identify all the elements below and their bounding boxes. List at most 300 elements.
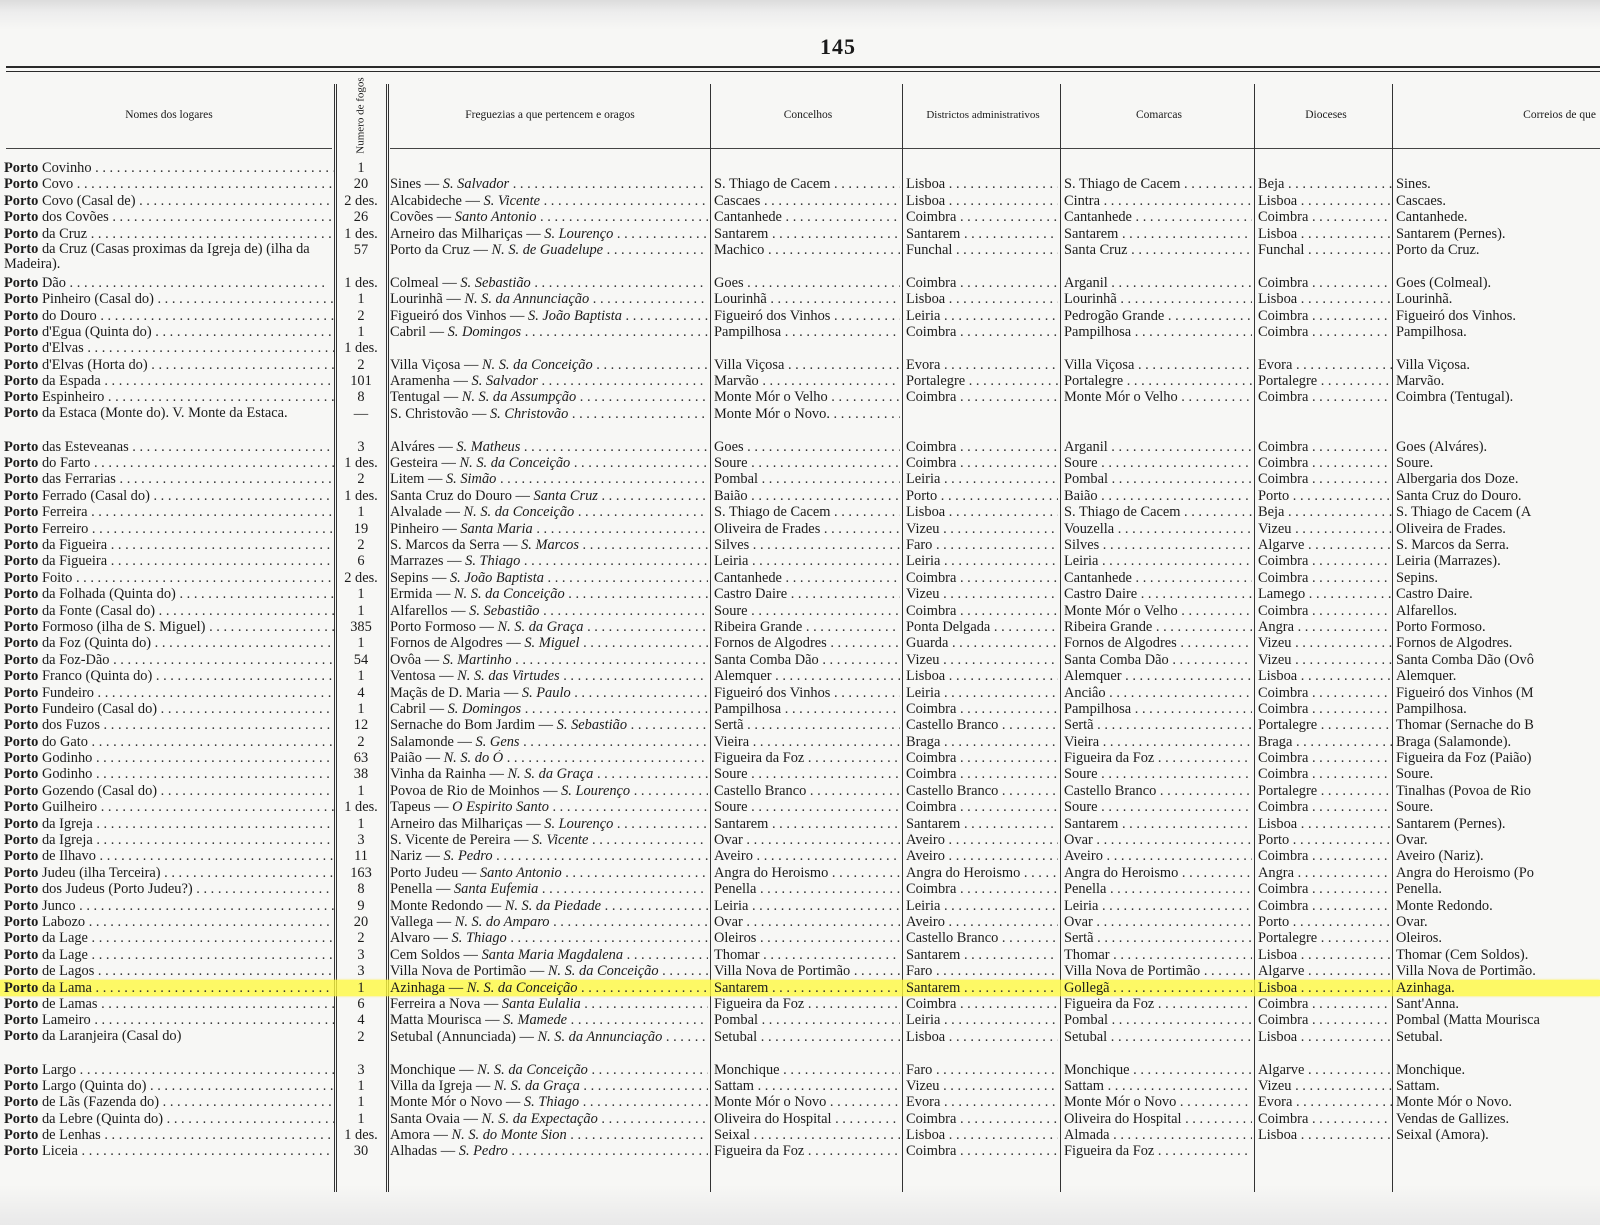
place-name: Porto da Figueira . . . bbox=[4, 537, 334, 553]
fogos-count: 1 bbox=[357, 700, 365, 717]
districto: Leiria . . . bbox=[906, 308, 1058, 324]
comarca: Sattam . . . bbox=[1064, 1078, 1252, 1094]
table-row bbox=[0, 324, 1600, 340]
diocese: Porto . . . bbox=[1258, 832, 1392, 848]
fogos-count: 4 bbox=[357, 684, 365, 701]
diocese: Lamego . . . bbox=[1258, 586, 1392, 602]
place-name: Porto de Lenhas . . . bbox=[4, 1127, 334, 1143]
comarca: Pedrogão Grande . . . bbox=[1064, 308, 1252, 324]
table-row bbox=[0, 160, 1600, 176]
concelho: Seixal . . . bbox=[714, 1127, 900, 1143]
freguezia: Vinha da Rainha — N. S. da Graça . . . bbox=[390, 766, 708, 782]
diocese: Evora . . . bbox=[1258, 1094, 1392, 1110]
districto: Coimbra . . . bbox=[906, 275, 1058, 291]
freguezia: Lourinhã — N. S. da Annunciação . . . bbox=[390, 291, 708, 307]
fogos-count: 1 bbox=[357, 602, 365, 619]
fogos-count: 8 bbox=[357, 881, 365, 898]
freguezia: Santa Ovaia — N. S. da Expectação . . . bbox=[390, 1111, 708, 1127]
fogos-count: 6 bbox=[357, 995, 365, 1012]
place-name: Porto das Ferrarias . . . bbox=[4, 471, 334, 487]
table-row bbox=[0, 439, 1600, 455]
comarca: Santa Cruz . . . bbox=[1064, 242, 1252, 258]
fogos-count: 8 bbox=[357, 389, 365, 406]
place-name: Porto da Foz (Quinta do) . . . bbox=[4, 635, 334, 651]
districto: Coimbra . . . bbox=[906, 209, 1058, 225]
diocese: Portalegre . . . bbox=[1258, 930, 1392, 946]
comarca: Vieira . . . bbox=[1064, 734, 1252, 750]
freguezia: Villa Viçosa — N. S. da Conceição . . . bbox=[390, 357, 708, 373]
place-name: Porto Pinheiro (Casal do) . . . bbox=[4, 291, 334, 307]
correio: Oleiros. bbox=[1396, 930, 1442, 947]
place-name: Porto Franco (Quinta do) . . . bbox=[4, 668, 334, 684]
districto: Leiria . . . bbox=[906, 471, 1058, 487]
header-underline bbox=[390, 148, 1600, 149]
table-row bbox=[0, 848, 1600, 864]
diocese: Lisboa . . . bbox=[1258, 193, 1392, 209]
concelho: Figueira da Foz . . . bbox=[714, 1143, 900, 1159]
table-row bbox=[0, 1094, 1600, 1110]
table-row-highlighted bbox=[0, 980, 1600, 996]
place-name: Porto da Lebre (Quinta do) . . . bbox=[4, 1111, 334, 1127]
districto: Funchal . . . bbox=[906, 242, 1058, 258]
place-name: Porto das Esteveanas . . . bbox=[4, 439, 334, 455]
diocese: Coimbra . . . bbox=[1258, 471, 1392, 487]
fogos-count: 385 bbox=[350, 618, 372, 635]
top-rule-thin bbox=[6, 71, 1600, 72]
fogos-count: 11 bbox=[354, 848, 368, 865]
comarca: Pombal . . . bbox=[1064, 471, 1252, 487]
districto: Evora . . . bbox=[906, 357, 1058, 373]
fogos-count: 3 bbox=[357, 963, 365, 980]
table-row bbox=[0, 734, 1600, 750]
fogos-count: 3 bbox=[357, 946, 365, 963]
districto: Leiria . . . bbox=[906, 1012, 1058, 1028]
districto: Coimbra . . . bbox=[906, 389, 1058, 405]
correio: Thomar (Sernache do B bbox=[1396, 717, 1534, 734]
correio: Santa Comba Dão (Ovô bbox=[1396, 651, 1534, 668]
concelho: Alemquer . . . bbox=[714, 668, 900, 684]
comarca: Soure . . . bbox=[1064, 766, 1252, 782]
districto: Leiria . . . bbox=[906, 685, 1058, 701]
correio: Sattam. bbox=[1396, 1077, 1440, 1094]
concelho: Angra do Heroismo . . . bbox=[714, 865, 900, 881]
diocese: Coimbra . . . bbox=[1258, 898, 1392, 914]
freguezia: Salamonde — S. Gens . . . bbox=[390, 734, 708, 750]
table-row bbox=[0, 652, 1600, 668]
place-name: Porto dos Covões . . . bbox=[4, 209, 334, 225]
place-name: Porto Lameiro . . . bbox=[4, 1012, 334, 1028]
diocese: Vizeu . . . bbox=[1258, 652, 1392, 668]
comarca: S. Thiago de Cacem . . . bbox=[1064, 176, 1252, 192]
comarca: Cintra . . . bbox=[1064, 193, 1252, 209]
correio: Monte Mór o Novo. bbox=[1396, 1094, 1512, 1111]
correio: Albergaria dos Doze. bbox=[1396, 471, 1519, 488]
concelho: Vieira . . . bbox=[714, 734, 900, 750]
freguezia: Sines — S. Salvador . . . bbox=[390, 176, 708, 192]
concelho: Pampilhosa . . . bbox=[714, 701, 900, 717]
districto: Portalegre . . . bbox=[906, 373, 1058, 389]
concelho: S. Thiago de Cacem . . . bbox=[714, 504, 900, 520]
table-row bbox=[0, 291, 1600, 307]
fogos-count: 1 bbox=[357, 504, 365, 521]
concelho: Leiria . . . bbox=[714, 553, 900, 569]
concelho: Villa Viçosa . . . bbox=[714, 357, 900, 373]
comarca: Almada . . . bbox=[1064, 1127, 1252, 1143]
diocese: Lisboa . . . bbox=[1258, 947, 1392, 963]
freguezia: Monte Mór o Novo — S. Thiago . . . bbox=[390, 1094, 708, 1110]
diocese: Algarve . . . bbox=[1258, 537, 1392, 553]
table-row bbox=[0, 209, 1600, 225]
place-name: Porto Foito . . . bbox=[4, 570, 334, 586]
table-row bbox=[0, 406, 1600, 439]
header-concelhos: Concelhos bbox=[783, 108, 833, 121]
comarca: Castello Branco . . . bbox=[1064, 783, 1252, 799]
districto: Lisboa . . . bbox=[906, 1127, 1058, 1143]
freguezia: Cabril — S. Domingos . . . bbox=[390, 701, 708, 717]
concelho: Soure . . . bbox=[714, 799, 900, 815]
comarca: Setubal . . . bbox=[1064, 1029, 1252, 1045]
table-row bbox=[0, 275, 1600, 291]
fogos-count: 1 des. bbox=[344, 225, 378, 242]
correio: Angra do Heroismo (Po bbox=[1396, 864, 1534, 881]
diocese: Portalegre . . . bbox=[1258, 373, 1392, 389]
place-name: Porto Ferreira . . . bbox=[4, 504, 334, 520]
districto: Coimbra . . . bbox=[906, 766, 1058, 782]
place-name: Porto Liceia . . . bbox=[4, 1143, 334, 1159]
freguezia: Figueiró dos Vinhos — S. João Baptista . . . bbox=[390, 308, 708, 324]
place-name: Porto da Cruz . . . bbox=[4, 226, 334, 242]
table-row bbox=[0, 635, 1600, 651]
table-row bbox=[0, 832, 1600, 848]
districto: Lisboa . . . bbox=[906, 176, 1058, 192]
concelho: Figueira da Foz . . . bbox=[714, 750, 900, 766]
freguezia: Alvaro — S. Thiago . . . bbox=[390, 930, 708, 946]
comarca: Cantanhede . . . bbox=[1064, 209, 1252, 225]
freguezia: Tapeus — O Espirito Santo . . . bbox=[390, 799, 708, 815]
diocese: Lisboa . . . bbox=[1258, 816, 1392, 832]
fogos-count: 26 bbox=[353, 209, 369, 226]
freguezia: Setubal (Annunciada) — N. S. da Annunciação . . . bbox=[390, 1029, 708, 1045]
fogos-count: 1 bbox=[357, 1094, 365, 1111]
header-freguezias: Freguezias a que pertencem e oragos bbox=[465, 108, 635, 121]
correio: Figueiró dos Vinhos. bbox=[1396, 307, 1517, 324]
place-name: Porto Covinho . . . bbox=[4, 160, 334, 176]
place-name: Porto Dão . . . bbox=[4, 275, 334, 291]
comarca: Thomar . . . bbox=[1064, 947, 1252, 963]
fogos-count: 3 bbox=[357, 1061, 365, 1078]
correio: Aveiro (Nariz). bbox=[1396, 848, 1484, 865]
place-name: Porto do Douro . . . bbox=[4, 308, 334, 324]
diocese: Coimbra . . . bbox=[1258, 799, 1392, 815]
concelho: Figueira da Foz . . . bbox=[714, 996, 900, 1012]
concelho: Ovar . . . bbox=[714, 914, 900, 930]
districto: Lisboa . . . bbox=[906, 668, 1058, 684]
correio: Villa Nova de Portimão. bbox=[1396, 963, 1536, 980]
fogos-count: 2 bbox=[357, 537, 365, 554]
fogos-count: 2 des. bbox=[344, 569, 378, 586]
fogos-count: 38 bbox=[353, 766, 369, 783]
freguezia: Marrazes — S. Thiago . . . bbox=[390, 553, 708, 569]
place-name: Porto Godinho . . . bbox=[4, 750, 334, 766]
concelho: Ribeira Grande . . . bbox=[714, 619, 900, 635]
concelho: Oliveira do Hospital . . . bbox=[714, 1111, 900, 1127]
freguezia: Villa da Igreja — N. S. da Graça . . . bbox=[390, 1078, 708, 1094]
diocese: Funchal . . . bbox=[1258, 242, 1392, 258]
place-name: Porto Labozo . . . bbox=[4, 914, 334, 930]
freguezia: Arneiro das Milhariças — S. Lourenço . . . bbox=[390, 816, 708, 832]
concelho: Santarem . . . bbox=[714, 226, 900, 242]
fogos-count: 101 bbox=[350, 373, 372, 390]
correio: Vendas de Gallizes. bbox=[1396, 1110, 1510, 1127]
diocese: Porto . . . bbox=[1258, 914, 1392, 930]
freguezia: Litem — S. Simão . . . bbox=[390, 471, 708, 487]
table-row bbox=[0, 996, 1600, 1012]
districto: Coimbra . . . bbox=[906, 750, 1058, 766]
correio: Pombal (Matta Mourisca bbox=[1396, 1012, 1540, 1029]
comarca: Pampilhosa . . . bbox=[1064, 701, 1252, 717]
concelho: Figueiró dos Vinhos . . . bbox=[714, 308, 900, 324]
correio: Pampilhosa. bbox=[1396, 700, 1467, 717]
diocese: Braga . . . bbox=[1258, 734, 1392, 750]
comarca: Alemquer . . . bbox=[1064, 668, 1252, 684]
correio: Lourinhã. bbox=[1396, 291, 1453, 308]
diocese: Lisboa . . . bbox=[1258, 1127, 1392, 1143]
table-row bbox=[0, 619, 1600, 635]
correio: Cantanhede. bbox=[1396, 209, 1468, 226]
place-name: Porto Formoso (ilha de S. Miguel) . . . bbox=[4, 619, 334, 635]
diocese: Lisboa . . . bbox=[1258, 980, 1392, 996]
diocese: Algarve . . . bbox=[1258, 963, 1392, 979]
concelho: Monte Mór o Novo. . . . bbox=[714, 406, 900, 422]
diocese: Coimbra . . . bbox=[1258, 275, 1392, 291]
correio: Porto Formoso. bbox=[1396, 618, 1486, 635]
fogos-count: 2 des. bbox=[344, 192, 378, 209]
table-row bbox=[0, 1029, 1600, 1062]
districto: Faro . . . bbox=[906, 537, 1058, 553]
page-number: 145 bbox=[820, 34, 856, 59]
districto: Coimbra . . . bbox=[906, 996, 1058, 1012]
comarca: Leiria . . . bbox=[1064, 898, 1252, 914]
districto: Faro . . . bbox=[906, 1062, 1058, 1078]
place-name: Porto da Figueira . . . bbox=[4, 553, 334, 569]
districto: Santarem . . . bbox=[906, 947, 1058, 963]
place-name: Porto Ferrado (Casal do) . . . bbox=[4, 488, 334, 504]
districto: Lisboa . . . bbox=[906, 193, 1058, 209]
fogos-count: 3 bbox=[357, 438, 365, 455]
freguezia: Arneiro das Milhariças — S. Lourenço . . . bbox=[390, 226, 708, 242]
place-name: Porto Largo . . . bbox=[4, 1062, 334, 1078]
correio: Sant'Anna. bbox=[1396, 995, 1459, 1012]
header-dioceses: Dioceses bbox=[1305, 108, 1347, 121]
table-row bbox=[0, 963, 1600, 979]
header-districtos: Districtos administrativos bbox=[926, 108, 1040, 121]
districto: Braga . . . bbox=[906, 734, 1058, 750]
concelho: Cantanhede . . . bbox=[714, 209, 900, 225]
diocese: Coimbra . . . bbox=[1258, 209, 1392, 225]
concelho: Goes . . . bbox=[714, 275, 900, 291]
comarca: Lourinhã . . . bbox=[1064, 291, 1252, 307]
correio: Azinhaga. bbox=[1396, 979, 1455, 996]
correio: Villa Viçosa. bbox=[1396, 356, 1470, 373]
place-name: Porto dos Fuzos . . . bbox=[4, 717, 334, 733]
table-row bbox=[0, 947, 1600, 963]
fogos-count: 12 bbox=[353, 717, 369, 734]
comarca: Figueira da Foz . . . bbox=[1064, 750, 1252, 766]
place-name: Porto Gozendo (Casal do) . . . bbox=[4, 783, 334, 799]
concelho: Fornos de Algodres . . . bbox=[714, 635, 900, 651]
freguezia: Villa Nova de Portimão — N. S. da Conceição . . . bbox=[390, 963, 708, 979]
gazetteer-table bbox=[0, 160, 1600, 1160]
table-row bbox=[0, 750, 1600, 766]
diocese: Beja . . . bbox=[1258, 504, 1392, 520]
freguezia: Amora — N. S. do Monte Sion . . . bbox=[390, 1127, 708, 1143]
diocese: Algarve . . . bbox=[1258, 1062, 1392, 1078]
diocese: Coimbra . . . bbox=[1258, 848, 1392, 864]
place-name: Porto da Espada . . . bbox=[4, 373, 334, 389]
concelho: Ovar . . . bbox=[714, 832, 900, 848]
fogos-count: 20 bbox=[353, 914, 369, 930]
freguezia: Alfarellos — S. Sebastião . . . bbox=[390, 603, 708, 619]
header-correios: Correios de que bbox=[1523, 108, 1596, 121]
freguezia: Maçãs de D. Maria — S. Paulo . . . bbox=[390, 685, 708, 701]
concelho: Figueiró dos Vinhos . . . bbox=[714, 685, 900, 701]
districto: Coimbra . . . bbox=[906, 439, 1058, 455]
fogos-count: 1 bbox=[357, 323, 365, 340]
districto: Lisboa . . . bbox=[906, 1029, 1058, 1045]
header-nomes: Nomes dos logares bbox=[125, 108, 213, 121]
concelho: Monte Mór o Novo . . . bbox=[714, 1094, 900, 1110]
correio: Seixal (Amora). bbox=[1396, 1127, 1489, 1144]
place-name: Porto d'Elvas (Horta do) . . . bbox=[4, 357, 334, 373]
comarca: Leiria . . . bbox=[1064, 553, 1252, 569]
diocese: Coimbra . . . bbox=[1258, 389, 1392, 405]
comarca: Santarem . . . bbox=[1064, 226, 1252, 242]
correio: Leiria (Marrazes). bbox=[1396, 553, 1501, 570]
comarca: Monchique . . . bbox=[1064, 1062, 1252, 1078]
concelho: Goes . . . bbox=[714, 439, 900, 455]
comarca: Aveiro . . . bbox=[1064, 848, 1252, 864]
comarca: S. Thiago de Cacem . . . bbox=[1064, 504, 1252, 520]
correio: Monchique. bbox=[1396, 1061, 1466, 1078]
header-underline bbox=[6, 148, 332, 149]
correio: Pampilhosa. bbox=[1396, 323, 1467, 340]
table-row bbox=[0, 1078, 1600, 1094]
correio: Figueira da Foz (Paião) bbox=[1396, 750, 1532, 767]
districto: Guarda . . . bbox=[906, 635, 1058, 651]
table-row bbox=[0, 881, 1600, 897]
place-name: Porto da Lama . . . bbox=[4, 980, 334, 996]
comarca: Sertã . . . bbox=[1064, 717, 1252, 733]
table-row bbox=[0, 471, 1600, 487]
fogos-count: 1 des. bbox=[344, 455, 378, 472]
place-name: Porto da Estaca (Monte do). V. Monte da Estaca. bbox=[4, 405, 288, 421]
diocese: Coimbra . . . bbox=[1258, 701, 1392, 717]
diocese: Evora . . . bbox=[1258, 357, 1392, 373]
fogos-count: 1 bbox=[357, 586, 365, 603]
fogos-count: 63 bbox=[353, 750, 369, 767]
correio: Sines. bbox=[1396, 176, 1431, 193]
correio: Coimbra (Tentugal). bbox=[1396, 389, 1514, 406]
table-row bbox=[0, 226, 1600, 242]
comarca: Figueira da Foz . . . bbox=[1064, 1143, 1252, 1159]
fogos-count: 2 bbox=[357, 356, 365, 373]
freguezia: Vallega — N. S. do Amparo . . . bbox=[390, 914, 708, 930]
concelho: Soure . . . bbox=[714, 455, 900, 471]
freguezia: Gesteira — N. S. da Conceição . . . bbox=[390, 455, 708, 471]
districto: Aveiro . . . bbox=[906, 832, 1058, 848]
place-name: Porto Covo (Casal de) . . . bbox=[4, 193, 334, 209]
concelho: Castro Daire . . . bbox=[714, 586, 900, 602]
freguezia: Penella — Santa Eufemia . . . bbox=[390, 881, 708, 897]
freguezia: S. Vicente de Pereira — S. Vicente . . . bbox=[390, 832, 708, 848]
comarca: Baião . . . bbox=[1064, 488, 1252, 504]
header-comarcas: Comarcas bbox=[1136, 108, 1182, 121]
diocese: Lisboa . . . bbox=[1258, 668, 1392, 684]
table-row bbox=[0, 914, 1600, 930]
comarca: Angra do Heroismo . . . bbox=[1064, 865, 1252, 881]
place-name: Porto da Igreja . . . bbox=[4, 832, 334, 848]
concelho: Soure . . . bbox=[714, 766, 900, 782]
diocese: Angra . . . bbox=[1258, 619, 1392, 635]
concelho: Penella . . . bbox=[714, 881, 900, 897]
correio: Setubal. bbox=[1396, 1028, 1443, 1045]
table-row bbox=[0, 1062, 1600, 1078]
diocese: Lisboa . . . bbox=[1258, 1029, 1392, 1045]
comarca: Villa Nova de Portimão . . . bbox=[1064, 963, 1252, 979]
freguezia: S. Marcos da Serra — S. Marcos . . . bbox=[390, 537, 708, 553]
freguezia: S. Christovão — S. Christovão . . . bbox=[390, 406, 708, 422]
table-row bbox=[0, 717, 1600, 733]
place-name: Porto da Folhada (Quinta do) . . . bbox=[4, 586, 334, 602]
comarca: Arganil . . . bbox=[1064, 275, 1252, 291]
place-name: Porto Ferreiro . . . bbox=[4, 521, 334, 537]
place-name: Porto Judeu (ilha Terceira) . . . bbox=[4, 865, 334, 881]
fogos-count: 1 bbox=[357, 1077, 365, 1094]
diocese: Lisboa . . . bbox=[1258, 226, 1392, 242]
districto: Coimbra . . . bbox=[906, 455, 1058, 471]
comarca: Silves . . . bbox=[1064, 537, 1252, 553]
correio: Oliveira de Frades. bbox=[1396, 520, 1506, 537]
fogos-count: 54 bbox=[353, 651, 369, 668]
comarca: Arganil . . . bbox=[1064, 439, 1252, 455]
correio: Marvão. bbox=[1396, 373, 1445, 390]
fogos-count: 19 bbox=[353, 520, 369, 537]
concelho: Pombal . . . bbox=[714, 471, 900, 487]
place-name: Porto d'Egua (Quinta do) . . . bbox=[4, 324, 334, 340]
fogos-count: 2 bbox=[357, 930, 365, 947]
districto: Castello Branco . . . bbox=[906, 783, 1058, 799]
districto: Santarem . . . bbox=[906, 980, 1058, 996]
correio: Goes (Alváres). bbox=[1396, 438, 1488, 455]
districto: Coimbra . . . bbox=[906, 701, 1058, 717]
districto: Castello Branco . . . bbox=[906, 717, 1058, 733]
correio: Alemquer. bbox=[1396, 668, 1457, 685]
comarca: Pampilhosa . . . bbox=[1064, 324, 1252, 340]
diocese: Portalegre . . . bbox=[1258, 717, 1392, 733]
fogos-count: 2 bbox=[357, 1028, 365, 1045]
fogos-count: 1 bbox=[357, 291, 365, 308]
header-numero-fogos: Numero de fogos bbox=[354, 76, 367, 154]
diocese: Coimbra . . . bbox=[1258, 1111, 1392, 1127]
freguezia: Porto Judeu — Santo Antonio . . . bbox=[390, 865, 708, 881]
diocese: Angra . . . bbox=[1258, 865, 1392, 881]
concelho: Villa Nova de Portimão . . . bbox=[714, 963, 900, 979]
place-name: Porto da Igreja . . . bbox=[4, 816, 334, 832]
place-name: Porto Godinho . . . bbox=[4, 766, 334, 782]
top-rule bbox=[6, 66, 1600, 68]
districto: Santarem . . . bbox=[906, 226, 1058, 242]
comarca: Santarem . . . bbox=[1064, 816, 1252, 832]
